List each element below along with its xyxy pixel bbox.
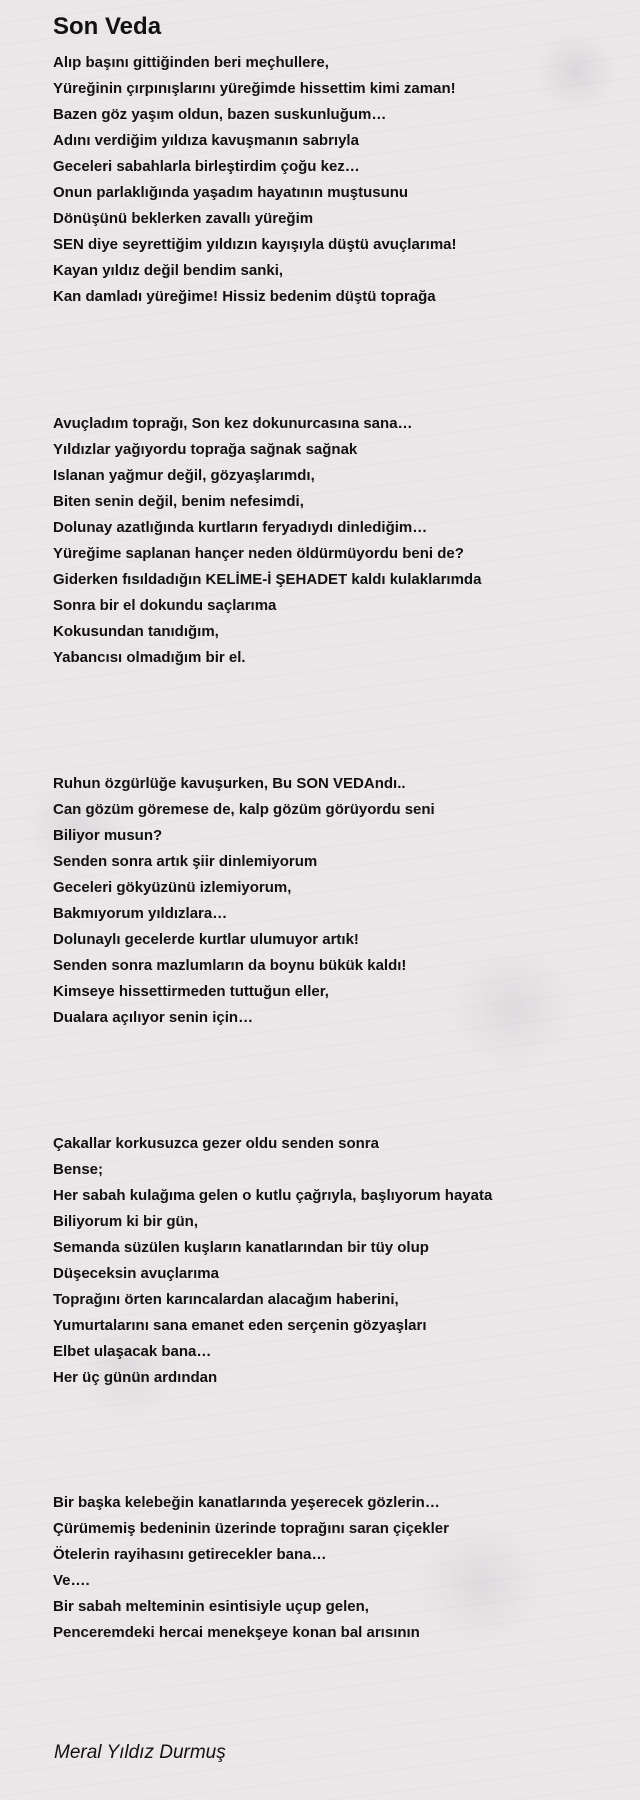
poem-line: Toprağını örten karıncalardan alacağım haberini, (53, 1291, 399, 1308)
poem-line: Yüreğime saplanan hançer neden öldürmüyordu beni de? (53, 545, 464, 562)
poem-line: Sonra bir el dokundu saçlarıma (53, 597, 277, 614)
poem-line: Yumurtalarını sana emanet eden serçenin gözyaşları (53, 1317, 427, 1334)
author-name: Meral Yıldız Durmuş (54, 1742, 226, 1763)
stanza-3 (53, 771, 435, 1031)
stanza-1 (53, 50, 457, 310)
poem-line: Islanan yağmur değil, gözyaşlarımdı, (53, 467, 315, 484)
poem-line: Senden sonra mazlumların da boynu bükük kaldı! (53, 957, 407, 974)
poem-line: Biten senin değil, benim nefesimdi, (53, 493, 304, 510)
poem-line: Avuçladım toprağı, Son kez dokunurcasına sana… (53, 415, 413, 432)
poem-line: Penceremdeki hercai menekşeye konan bal arısının (53, 1624, 420, 1641)
poem-line: Kimseye hissettirmeden tuttuğun eller, (53, 983, 329, 1000)
poem-line: Ötelerin rayihasını getirecekler bana… (53, 1546, 327, 1563)
poem-line: Adını verdiğim yıldıza kavuşmanın sabrıyla (53, 132, 359, 149)
poem-line: Dönüşünü beklerken zavallı yüreğim (53, 210, 314, 227)
poem-line: Çürümemiş bedeninin üzerinde toprağını saran çiçekler (53, 1520, 449, 1537)
poem-line: Bir başka kelebeğin kanatlarında yeşerecek gözlerin… (53, 1494, 440, 1511)
poem-line: Senden sonra artık şiir dinlemiyorum (53, 853, 318, 870)
poem-line: Ruhun özgürlüğe kavuşurken, Bu SON VEDAndı.. (53, 775, 406, 792)
poem-line: Dolunay azatlığında kurtların feryadıydı dinlediğim… (53, 519, 428, 536)
poem-line: Çakallar korkusuzca gezer oldu senden sonra (53, 1135, 379, 1152)
stanza-4 (53, 1131, 492, 1391)
poem-line: Kokusundan tanıdığım, (53, 623, 219, 640)
poem-line: Bense; (53, 1161, 104, 1178)
poem-line: Kayan yıldız değil bendim sanki, (53, 262, 284, 279)
poem-line: Dualara açılıyor senin için… (53, 1009, 254, 1026)
poem-line: Semanda süzülen kuşların kanatlarından bir tüy olup (53, 1239, 429, 1256)
stanza-2 (53, 411, 481, 671)
poem-line: Yüreğinin çırpınışlarını yüreğimde hissettim kimi zaman! (53, 80, 456, 97)
poem-line: Biliyorum ki bir gün, (53, 1213, 199, 1230)
poem-line: Ve…. (53, 1572, 90, 1589)
poem-line: Onun parlaklığında yaşadım hayatının muştusunu (53, 184, 409, 201)
poem-line: Her üç günün ardından (53, 1369, 218, 1386)
poem-line: Biliyor musun? (53, 827, 163, 844)
poem-line: Can gözüm göremese de, kalp gözüm görüyordu seni (53, 801, 435, 818)
poem-line: Dolunaylı gecelerde kurtlar ulumuyor artık! (53, 931, 359, 948)
poem-line: Yabancısı olmadığım bir el. (53, 649, 246, 666)
stanza-5 (53, 1490, 449, 1646)
poem-line: Düşeceksin avuçlarıma (53, 1265, 219, 1282)
poem-line: Her sabah kulağıma gelen o kutlu çağrıyla, başlıyorum hayata (53, 1187, 493, 1204)
poem-title: Son Veda (53, 13, 162, 40)
poem-line: Yıldızlar yağıyordu toprağa sağnak sağnak (53, 441, 358, 458)
poem-line: Geceleri gökyüzünü izlemiyorum, (53, 879, 292, 896)
poem-line: Bakmıyorum yıldızlara… (53, 905, 228, 922)
poem-line: Bazen göz yaşım oldun, bazen suskunluğum… (53, 106, 387, 123)
poem-line: Alıp başını gittiğinden beri meçhullere, (53, 54, 329, 71)
poem-line: SEN diye seyrettiğim yıldızın kayışıyla düştü avuçlarıma! (53, 236, 457, 253)
poem-line: Elbet ulaşacak bana… (53, 1343, 212, 1360)
poem-line: Geceleri sabahlarla birleştirdim çoğu kez… (53, 158, 360, 175)
poem-line: Bir sabah melteminin esintisiyle uçup gelen, (53, 1598, 369, 1615)
poem-line: Kan damladı yüreğime! Hissiz bedenim düştü toprağa (53, 288, 436, 305)
poem-line: Giderken fısıldadığın KELİME-İ ŞEHADET kaldı kulaklarımda (53, 571, 482, 588)
